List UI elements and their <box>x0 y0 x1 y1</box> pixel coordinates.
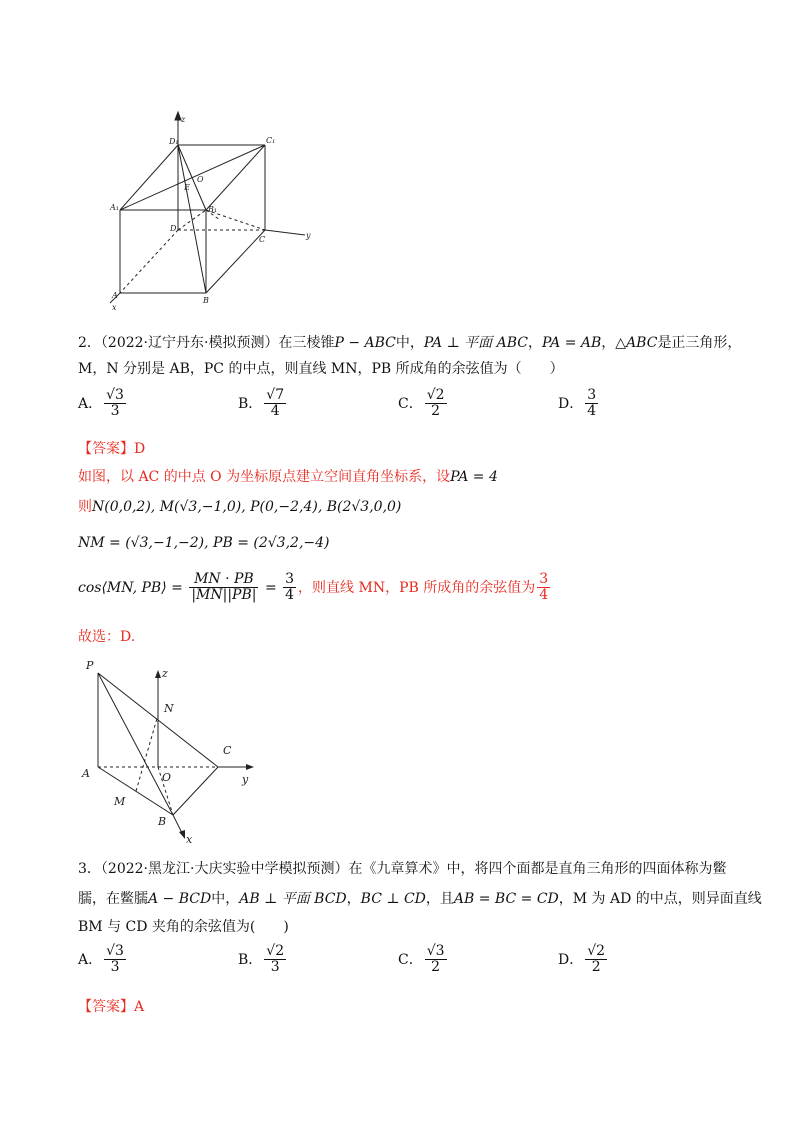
q3-line2a: 臑，在鳖臑 <box>78 891 148 907</box>
option-den: 2 <box>431 959 441 976</box>
q3-answer <box>78 996 144 1018</box>
q2-answer <box>78 438 145 460</box>
sol4-eq: = <box>264 579 277 596</box>
q3-line2c: 中， <box>211 891 240 907</box>
option-letter: C． <box>398 951 423 968</box>
x-arrow <box>179 830 185 839</box>
q2-solution-line3 <box>78 532 330 554</box>
sol4-num: MN · PB <box>189 572 258 588</box>
q3-line2i: ，M 为 AD 的中点，则异面直线 <box>558 891 762 907</box>
sol1-tail: PA = 4 <box>450 469 498 485</box>
label-z: z <box>162 667 168 680</box>
option-num: √2 <box>426 387 445 403</box>
q2-option-d[interactable] <box>558 388 698 420</box>
option-letter: A． <box>78 951 103 968</box>
q2-option-c[interactable] <box>398 388 538 420</box>
label-N: N <box>164 702 174 715</box>
q2-option-a[interactable] <box>78 388 218 420</box>
option-num: √7 <box>266 387 285 403</box>
option-den: 4 <box>270 403 280 420</box>
q2-tail1: 是正三角形， <box>657 335 742 351</box>
q3-line2e: ， <box>346 891 361 907</box>
label-M: M <box>114 795 126 808</box>
sol2-red: 则 <box>78 499 92 515</box>
q3-option-d[interactable] <box>558 944 698 976</box>
q3-line2f: BC ⊥ CD <box>360 891 426 907</box>
edge-BC <box>173 767 218 815</box>
q2-mid1: 中， <box>395 335 424 351</box>
option-num: 3 <box>587 387 597 403</box>
q2-pabc: P − ABC <box>334 335 396 351</box>
label-A: A <box>82 767 90 780</box>
option-letter: A． <box>78 395 103 412</box>
q2-cond1: PA ⊥ 平面 ABC <box>423 335 529 351</box>
label-O: O <box>197 175 204 184</box>
answer-label: 【答案】 <box>78 441 134 457</box>
label-x: x <box>186 833 193 845</box>
q3-line2b: A − BCD <box>148 891 212 907</box>
q3-stem-line2 <box>78 888 762 910</box>
option-num: √2 <box>587 943 606 959</box>
option-letter: B． <box>238 951 263 968</box>
option-den: 3 <box>270 959 280 976</box>
q3-line2d: AB ⊥ 平面 BCD <box>239 891 347 907</box>
sol1-red: 如图，以 AC 的中点 O 为坐标原点建立空间直角坐标系，设 <box>78 469 451 485</box>
label-B: B <box>203 296 209 305</box>
sol4-val-num: 3 <box>285 571 295 587</box>
label-C: C <box>259 235 266 244</box>
option-letter: B． <box>238 395 263 412</box>
z-arrow <box>155 670 161 678</box>
q2-source: （2022·辽宁丹东·模拟预测）在三棱锥 <box>100 335 335 351</box>
q3-option-b[interactable] <box>238 944 378 976</box>
q3-line3: BM 与 CD 夹角的余弦值为( ) <box>78 919 289 935</box>
label-E: E <box>184 183 190 192</box>
q2-cond3: △ABC <box>615 335 658 351</box>
q3-option-c[interactable] <box>398 944 538 976</box>
q2-option-b[interactable] <box>238 388 378 420</box>
option-den: 3 <box>110 403 120 420</box>
q2-solution-line4 <box>78 572 552 604</box>
option-letter: D． <box>558 395 584 412</box>
option-den: 2 <box>431 403 441 420</box>
option-den: 2 <box>591 959 601 976</box>
q2-number: 2． <box>78 335 101 351</box>
label-B1: B₁ <box>208 205 218 214</box>
sol4-red-text: ，则直线 MN，PB 所成角的余弦值为 <box>298 579 536 596</box>
option-num: √3 <box>106 387 124 403</box>
q3-option-a[interactable] <box>78 944 218 976</box>
label-P: P <box>86 659 94 672</box>
q2-solution-line1 <box>78 466 498 488</box>
q3-line2g: ，且 <box>425 891 454 907</box>
q2-cond2: PA = AB <box>542 335 602 351</box>
label-D: D <box>170 224 177 233</box>
q3-options <box>78 944 698 976</box>
option-letter: D． <box>558 951 584 968</box>
label-x: x <box>112 303 117 312</box>
label-z: z <box>181 115 186 124</box>
label-B: B <box>158 815 167 828</box>
sol3-vectors: NM = (√3,−1,−2), PB = (2√3,2,−4) <box>78 535 330 551</box>
q2-line2-text: M，N 分别是 AB，PC 的中点，则直线 MN，PB 所成角的余弦值为（ ） <box>78 361 564 377</box>
q3-stem-line1 <box>78 858 726 880</box>
q2-stem-line2 <box>78 358 564 380</box>
sol2-coords: N(0,0,2), M(√3,−1,0), P(0,−2,4), B(2√3,0,0) <box>92 499 402 515</box>
label-y: y <box>306 231 311 240</box>
sol4-red-den: 4 <box>539 587 549 604</box>
q2-sep1: ， <box>528 335 543 351</box>
q2-sep2: ， <box>601 335 616 351</box>
sol4-lhs: cos⟨MN, PB⟩ = <box>78 579 183 596</box>
q2-stem-line1 <box>78 332 741 354</box>
label-C1: C₁ <box>266 136 276 145</box>
conclusion-text: 故选：D. <box>78 629 136 645</box>
q2-options <box>78 388 698 420</box>
q3-number: 3． <box>78 861 101 877</box>
label-A1: A₁ <box>110 203 119 212</box>
sol4-val-den: 4 <box>285 587 295 604</box>
q3-line2h: AB = BC = CD <box>453 891 559 907</box>
cube-figure <box>100 110 340 315</box>
option-den: 4 <box>587 403 597 420</box>
answer-label: 【答案】 <box>78 999 134 1015</box>
answer-value: A <box>134 999 145 1015</box>
answer-value: D <box>134 441 146 457</box>
q2-conclusion <box>78 626 135 648</box>
option-letter: C． <box>398 395 423 412</box>
option-num: √3 <box>426 943 445 959</box>
tetrahedron-figure <box>78 655 278 845</box>
label-C: C <box>223 744 232 757</box>
q3-stem-line3 <box>78 916 289 938</box>
label-O: O <box>162 771 172 784</box>
sol4-red-num: 3 <box>539 571 549 587</box>
option-num: √2 <box>266 943 285 959</box>
option-num: √3 <box>106 943 124 959</box>
edge-PB <box>98 673 173 815</box>
label-A: A <box>112 291 118 300</box>
q3-line1: （2022·黑龙江·大庆实验中学模拟预测）在《九章算术》中，将四个面都是直角三角形的四面体称为鳖 <box>100 861 727 877</box>
label-y: y <box>242 773 249 786</box>
y-arrow <box>246 764 254 770</box>
q2-solution-line2 <box>78 496 401 518</box>
label-D1: D₁ <box>169 137 179 146</box>
option-den: 3 <box>110 959 120 976</box>
sol4-den: |MN||PB| <box>191 587 257 604</box>
